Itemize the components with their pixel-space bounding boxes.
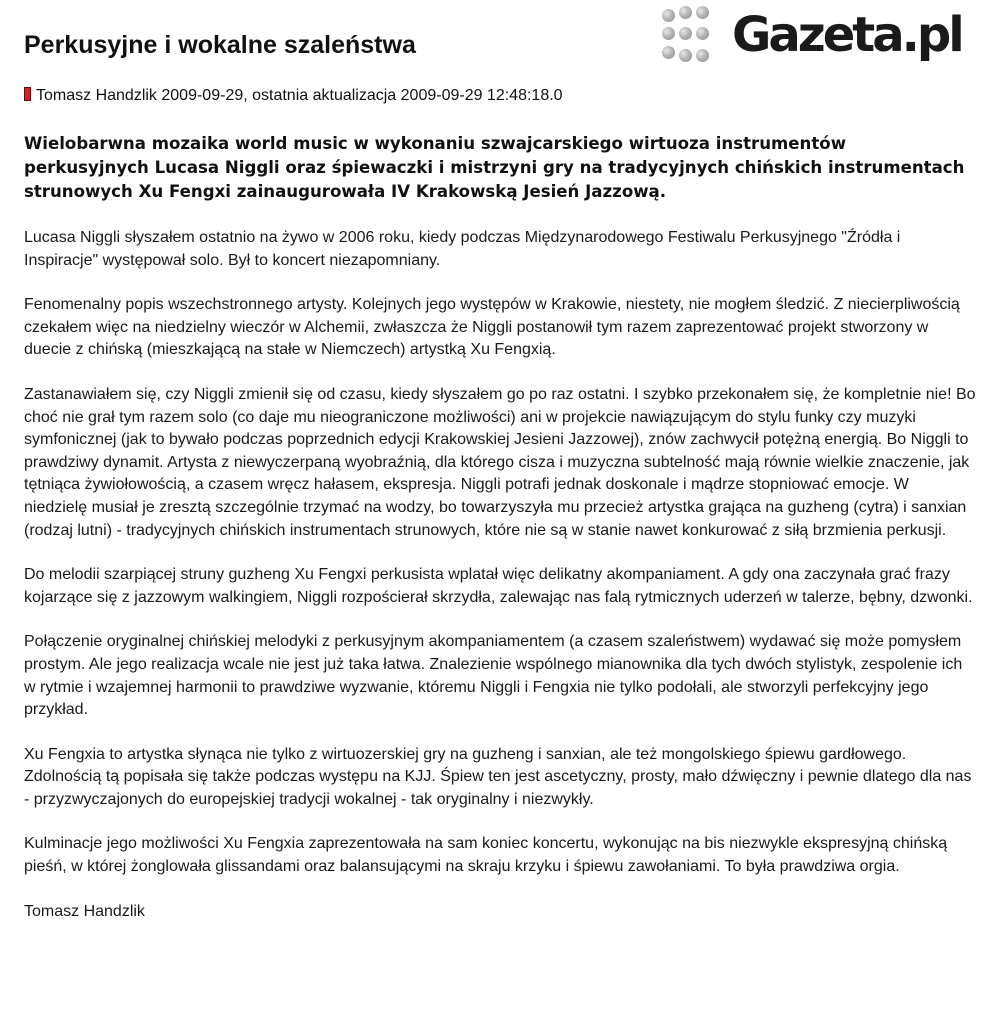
article-paragraph: Xu Fengxia to artystka słynąca nie tylko z wirtuozerskiej gry na guzheng i sanxian, ale też mongolskiego śpiewu gardłowego. Zdolnością tą popisała się także podczas występu na KJJ. Śpiew ten jest ascetyczny, prosty, mało dźwięczny i pewnie dlatego dla nas - przyzwyczajonych do europejskiej tradycji wokalnej - tak oryginalny i niezwykły. [24,745,972,808]
logo-dot [696,6,709,19]
article-paragraph: Zastanawiałem się, czy Niggli zmienił się od czasu, kiedy słyszałem go po raz ostatni. I szybko przekonałem się, że kompletnie nie! Bo choć nie grał tym razem solo (co daje mu nieograniczone możliwości) ani w projekcie nawiązującym do stylu funky czy muzyki symfonicznej (jak to bywało podczas poprzednich edycji Krakowskiej Jesieni Jazzowej), znów zachwycił potężną energią. Bo Niggli to prawdziwy dynamit. Artysta z niewyczerpaną wyobraźnią, dla którego cisza i muzyczna subtelność mają równie wielkie znaczenie, jak tętniąca żywiołowością, a czasem wręcz hałasem, ekspresja. Niggli potrafi jednak doskonale i mądrze stopniować emocje. W niedzielę musiał je zresztą szczególnie trzymać na wodzy, bo towarzyszyła mu przecież artystka grająca na guzheng (cytra) i sanxian (rodzaj lutni) - tradycyjnych chińskich instrumentach strunowych, które nie są w stanie nawet konkurować z siłą brzmienia perkusji. [24,385,976,539]
logo-dot [662,9,675,22]
logo-dot [679,6,692,19]
logo-dot [679,49,692,62]
logo-dot [696,27,709,40]
logo-dot [696,49,709,62]
article-body [24,227,976,945]
article-paragraph: Kulminacje jego możliwości Xu Fengxia zaprezentowała na sam koniec koncertu, wykonując na bis niezwykle ekspresyjną chińską pieśń, w której żonglowała glissandami oraz balansującymi na skraju krzyku i śpiewu zawołaniami. To była prawdziwa orgia. [24,835,948,876]
logo-dots-icon [662,6,726,66]
logo-dot [662,27,675,40]
logo-wordmark: Gazeta.pl [732,7,962,63]
article-paragraph: Połączenie oryginalnej chińskiej melodyki z perkusyjnym akompaniamentem (a czasem szaleństwem) wydawać się może pomysłem prostym. Ale jego realizacja wcale nie jest już taka łatwa. Znalezienie wspólnego mianownika dla tych dwóch stylistyk, zespolenie ich w rytmie i wzajemnej harmonii to prawdziwe wyzwanie, któremu Niggli i Fengxia nie tylko podołali, ale stworzyli perfekcyjny jego przykład. [24,633,963,719]
logo-dot [662,46,675,59]
article-paragraph: Do melodii szarpiącej struny guzheng Xu Fengxi perkusista wplatał więc delikatny akompaniament. A gdy ona zaczynała grać frazy kojarzące się z jazzowym walkingiem, Niggli rozpościerał skrzydła, zalewając nas falą rytmicznych uderzeń w talerze, bębny, dzwonki. [24,566,973,606]
article-paragraph: Fenomenalny popis wszechstronnego artysty. Kolejnych jego występów w Krakowie, niestety, nie mogłem śledzić. Z niecierpliwością czekałem więc na niedzielny wieczór w Alchemii, zwłaszcza że Niggli postanowił tym razem zaprezentować projekt stworzony w duecie z chińską (mieszkającą na stałe w Niemczech) artystką Xu Fengxią. [24,296,960,359]
byline-marker-icon [24,87,31,101]
logo-dot [679,27,692,40]
byline-text: Tomasz Handzlik 2009-09-29, ostatnia aktualizacja 2009-09-29 12:48:18.0 [36,87,563,104]
article-paragraph: Lucasa Niggli słyszałem ostatnio na żywo w 2006 roku, kiedy podczas Międzynarodowego Festiwalu Perkusyjnego "Źródła i Inspiracje" występował solo. Był to koncert niezapomniany. [24,229,901,269]
article-title: Perkusyjne i wokalne szaleństwa [24,31,416,59]
article-lead: Wielobarwna mozaika world music w wykonaniu szwajcarskiego wirtuoza instrumentów perkusyjnych Lucasa Niggli oraz śpiewaczki i mistrzyni gry na tradycyjnych chińskich instrumentach strunowych Xu Fengxi zainaugurowała IV Krakowską Jesień Jazzową. [24,134,965,201]
author-signature: Tomasz Handzlik [24,902,145,920]
byline [24,86,563,106]
gazeta-logo[interactable] [660,4,970,66]
